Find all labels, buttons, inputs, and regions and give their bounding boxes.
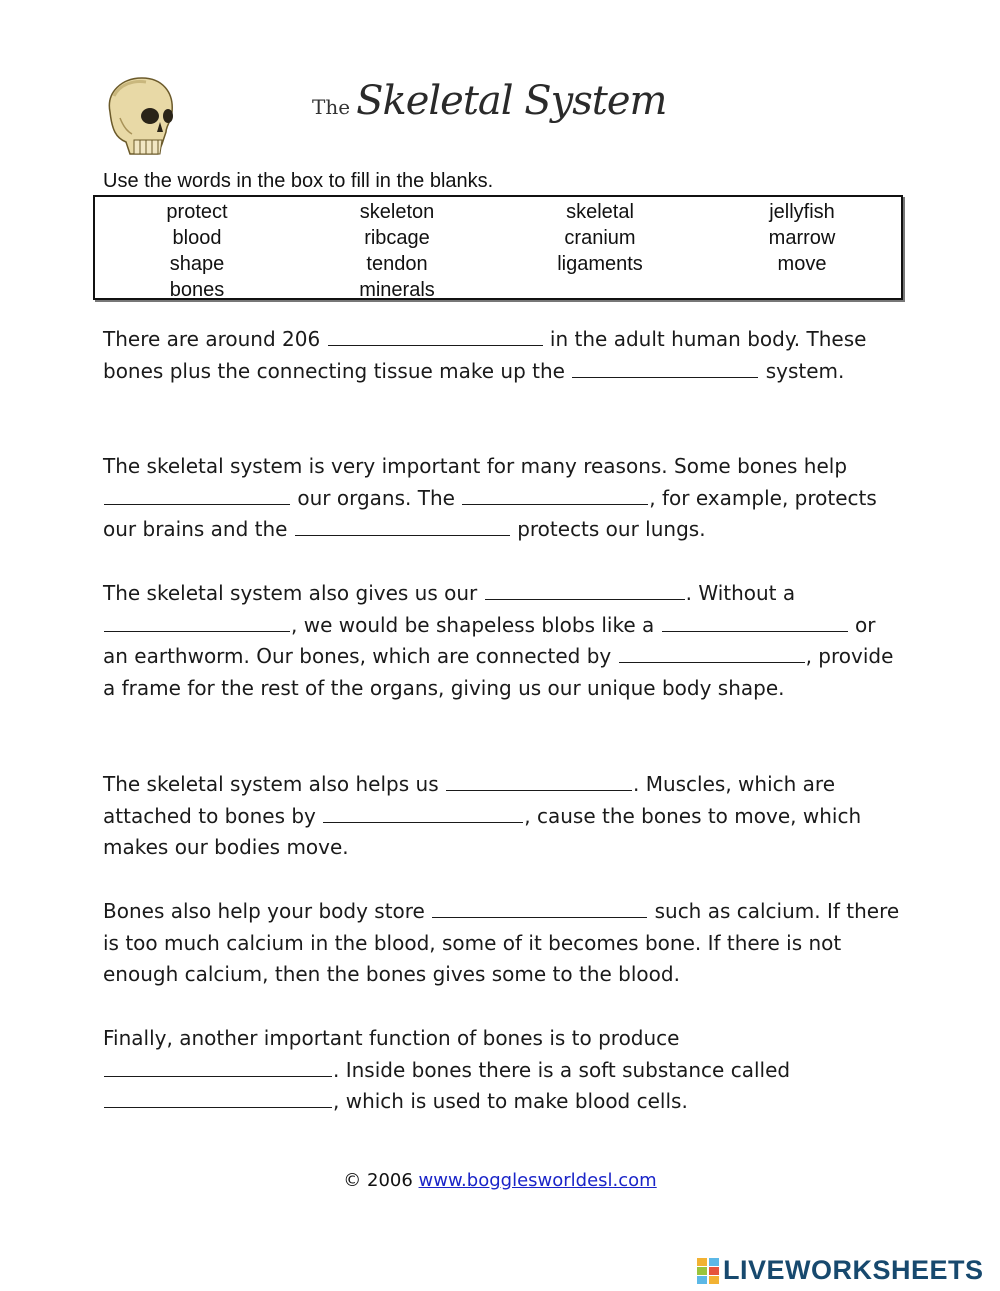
paragraph-5 bbox=[103, 896, 903, 991]
answer-blank[interactable] bbox=[446, 770, 632, 791]
word-bank-item: bones bbox=[169, 279, 225, 301]
word-bank-item: marrow bbox=[768, 227, 836, 249]
copyright-text: © 2006 bbox=[343, 1170, 413, 1191]
skull-illustration bbox=[100, 74, 178, 158]
word-bank-item: cranium bbox=[564, 227, 636, 249]
liveworksheets-logo bbox=[697, 1255, 984, 1285]
word-bank bbox=[93, 195, 903, 300]
answer-blank[interactable] bbox=[323, 802, 523, 823]
answer-blank[interactable] bbox=[619, 642, 805, 663]
paragraph-text: system. bbox=[765, 358, 845, 383]
answer-blank[interactable] bbox=[328, 325, 543, 346]
paragraph-text: such as calcium. If there is too much calcium in the blood, some of it becomes bone. If there is not enough calcium, then the bones gives some to the blood. bbox=[103, 899, 900, 987]
page-title bbox=[312, 78, 666, 138]
title-prefix: The bbox=[312, 95, 351, 119]
title-main: Skeletal System bbox=[356, 78, 667, 124]
paragraph-text: , cause the bones to move, which makes our bodies move. bbox=[103, 803, 862, 860]
answer-blank[interactable] bbox=[662, 611, 848, 632]
answer-blank[interactable] bbox=[485, 579, 685, 600]
answer-blank[interactable] bbox=[104, 1087, 332, 1108]
paragraph-text: our organs. The bbox=[297, 485, 455, 510]
answer-blank[interactable] bbox=[104, 484, 290, 505]
paragraph-text: , for example, protects our brains and the bbox=[103, 485, 877, 542]
word-bank-item: move bbox=[777, 253, 827, 275]
word-bank-item: shape bbox=[169, 253, 225, 275]
word-bank-item: skeletal bbox=[566, 201, 634, 223]
paragraph-2 bbox=[103, 451, 903, 546]
paragraph-text: Finally, another important function of bones is to produce bbox=[103, 1026, 680, 1050]
word-bank-item: blood bbox=[172, 227, 222, 249]
paragraph-text: Bones also help your body store bbox=[103, 899, 425, 923]
paragraph-4 bbox=[103, 769, 903, 864]
word-bank-item: protect bbox=[166, 201, 228, 223]
paragraph-text: , provide a frame for the rest of the organs, giving us our unique body shape. bbox=[103, 644, 894, 701]
instructions: Use the words in the box to fill in the blanks. bbox=[103, 170, 494, 192]
word-bank-item: minerals bbox=[359, 279, 435, 301]
paragraph-text: , we would be shapeless blobs like a bbox=[291, 612, 655, 637]
word-bank-item: ligaments bbox=[557, 253, 643, 275]
answer-blank[interactable] bbox=[104, 1056, 332, 1077]
paragraph-text: or an earthworm. Our bones, which are connected by bbox=[103, 612, 876, 669]
paragraph-text: The skeletal system is very important for many reasons. Some bones help bbox=[103, 454, 848, 478]
paragraph-text: , which is used to make blood cells. bbox=[333, 1089, 688, 1114]
footer bbox=[0, 1170, 1000, 1191]
paragraph-text: protects our lungs. bbox=[517, 517, 706, 542]
answer-blank[interactable] bbox=[462, 484, 648, 505]
answer-blank[interactable] bbox=[572, 357, 758, 378]
blocks-icon bbox=[697, 1258, 719, 1284]
word-bank-item: ribcage bbox=[364, 227, 430, 249]
paragraph-1 bbox=[103, 324, 903, 387]
answer-blank[interactable] bbox=[295, 515, 510, 536]
word-bank-item: tendon bbox=[366, 253, 428, 275]
word-bank-item: jellyfish bbox=[769, 201, 835, 223]
answer-blank[interactable] bbox=[104, 611, 290, 632]
brand-name: LIVEWORKSHEETS bbox=[723, 1255, 984, 1285]
paragraph-text: . Without a bbox=[685, 581, 796, 605]
paragraph-6 bbox=[103, 1023, 903, 1118]
paragraph-text: The skeletal system also gives us our bbox=[103, 581, 478, 605]
paragraph-text: There are around 206 bbox=[103, 327, 321, 351]
paragraph-text: . Muscles, which are attached to bones by bbox=[103, 772, 836, 828]
paragraph-text: . Inside bones there is a soft substance called bbox=[333, 1057, 791, 1082]
answer-blank[interactable] bbox=[432, 897, 647, 918]
source-link[interactable]: www.bogglesworldesl.com bbox=[418, 1170, 657, 1191]
paragraph-text: The skeletal system also helps us bbox=[103, 772, 439, 796]
paragraph-text: in the adult human body. These bones plus the connecting tissue make up the bbox=[103, 327, 867, 383]
paragraph-3 bbox=[103, 578, 903, 705]
word-bank-item: skeleton bbox=[359, 201, 435, 223]
